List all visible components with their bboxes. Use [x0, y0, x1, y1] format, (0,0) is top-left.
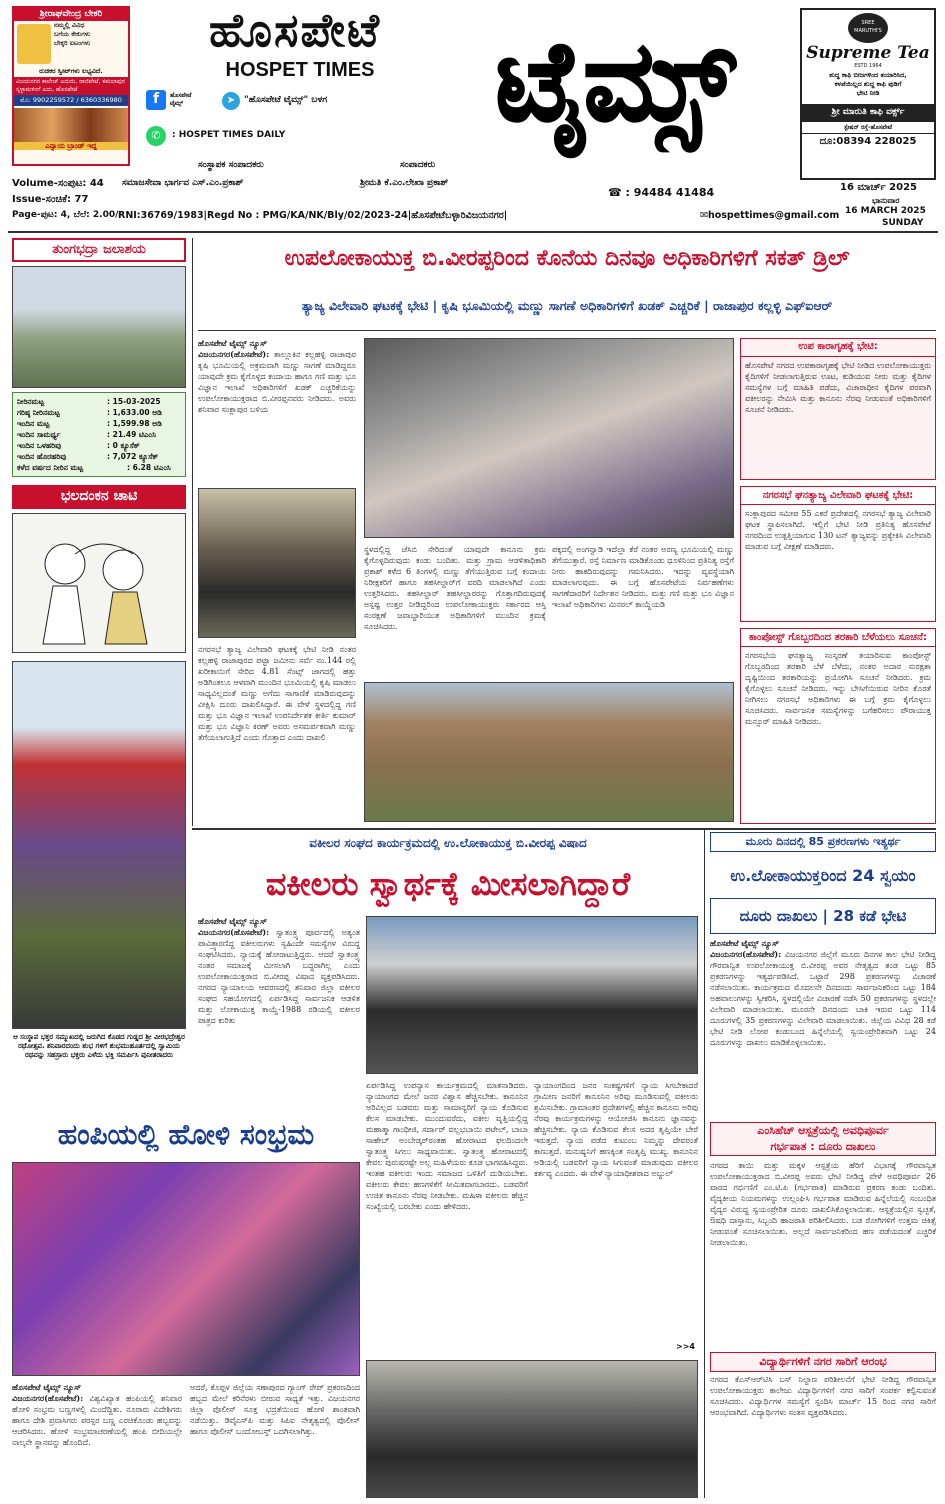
hospital-title — [710, 1122, 936, 1156]
whatsapp-icon: ✆ — [146, 126, 166, 146]
lead-col1b: ನಗರಸಭೆ ತ್ಯಾಜ್ಯ ವಿಲೇವಾರಿ ಘಟಕಕ್ಕೆ ಭೇಟಿ ನೀಡಿ ನಂತರ ಕಲ್ಲಹಳ್ಳಿ ರಾಜಾಪುರದ ಪಟ್ಟಾ ಜಮೀನು ಸರ್ವೆ ನಂ.144 ರಲ್ಲಿ ಖರೀಕಾಯಿಗೆ ಸೇರಿದ 4.81 ಸೆಂಟ್ಸ್ ಜಾಗದಲ್ಲಿ ಹತ್ತು ಅಡಿಗಿಂತಲೂ ಆಳವಾಗಿ ಮುಂದಿನ ಭೂಮಿಯಲ್ಲಿ ಕೃಷಿ ಮಾಡಲು ಸಾಧ್ಯವಿಲ್ಲದಂತೆ ಮಣ್ಣು ಅಗೆದು ಸಾಗಾಣಿಕೆ ಮಾಡಿರುವುದನ್ನು ವೀಕ್ಷಿಸಿ ದೂರು ದಾಖಲಿಸಿದ್ದಾರೆ. ಈ ವೇಳೆ ಸ್ಥಳದಲ್ಲಿದ್ದ ಗಣಿ ಮತ್ತು ಭೂ ವಿಜ್ಞಾನ ಇಲಾಖೆ ಉಪನಿರ್ದೇಶಕ ಕೀರ್ತಿ ಕುಮಾರ್ ಮತ್ತು ಭೂ ವಿಜ್ಞಾನಿ ಕಿರಣ್ ಅವರು ಅಸಮರ್ಪಕವಾಗಿ ಮಣ್ಣು ತೆಗೆಯಲಾಗುತ್ತಿದೆ ಎಂದು ಗೊತ್ತಾದ ಎಂದು ದಾಖಲಿ — [198, 645, 356, 742]
holi-dateline: ವಿಜಯನಗರ(ಹೊಸಪೇಟೆ): — [12, 1393, 84, 1403]
chariot-photo — [12, 661, 186, 1029]
dam-row: ಗರಿಷ್ಠ ನೀರಿನಮಟ್ಟ : 1,633.00 ಅಡಿ — [17, 408, 162, 418]
whatsapp-handle: : HOSPET TIMES DAILY — [172, 130, 286, 141]
lead-byline: ಹೊಸಪೇಟೆ ಟೈಮ್ಸ್ ನ್ಯೂಸ್ — [198, 338, 267, 348]
ad-bakery-footer: ಎನ್ವಾಯ ಬ್ರಾಂಡ್ ಇದ್ದ — [14, 142, 128, 151]
phone — [608, 186, 714, 200]
social-whatsapp[interactable] — [146, 126, 285, 146]
telegram-icon: ➤ — [222, 92, 240, 110]
lead-col3: ಪಕ್ಕದಲ್ಲಿ ಅಂಗನ್ವಾಡಿ ಇದೆಲ್ಲಾ ಕೆರೆ ನಂತರ ಅರಣ್ಯ ಭೂಮಿಯಲ್ಲಿ ಮಣ್ಣು ತೆಗೆಯುತ್ತಾರೆ. ರಸ್ತೆ ನಿರ್ಮಾಣ ಮಾಡಿಕೊಂಡು ಧೂಳಿನಿಂದ ಪ್ರತಿನಿತ್ಯ ರಸ್ತೆಗೆ ನೀರು ಹಾಕದಿರುವುದನ್ನು ಗಮನಿಸಿದರು. ಇದನ್ನು ವ್ಯವಸ್ಥೆಯಾಗಿ ಮಾಡಲಾಗುವುದು. ಈ ಬಗ್ಗೆ ಹೊಸಪೇಟೆಯ ನಿರ್ವಹಣೆಗಳು ಸಾಗಣೆದಾರರಿಗೆ ನಿರ್ದೇಶನ ನೀಡಿದರು. ಮತ್ತು ಗಣಿ ಮತ್ತು ಭೂ ವಿಜ್ಞಾನ ಇಲಾಖೆ ಅಧಿಕಾರಿಗಳು ಮಿನರಲ್ ಕಾಯ್ದೆಯಡಿ — [552, 545, 734, 609]
cases-byline: ಹೊಸಪೇಟೆ ಟೈಮ್ಸ್ ನ್ಯೂಸ್ — [710, 938, 779, 948]
ad-bakery-address: ವಿಜಯನಗರ ಕಾಲೇಜ್ ಎದುರು, ರಾಣಿಪೇಟೆ, ಕಮಲಾಪುರ ಸ್ಕಳ್ಳಾಮಳಿಂಗೆ ಎದು, ಹೊಸಪೇಟೆ — [14, 77, 128, 95]
email[interactable] — [700, 210, 839, 222]
facebook-icon: f — [146, 90, 166, 110]
ad-tea — [800, 8, 936, 180]
lawyers-kicker: ವಕೀಲರ ಸಂಘದ ಕಾರ್ಯಕ್ರಮದಲ್ಲಿ ಉ.ಲೋಕಾಯುಕ್ತ ಬಿ.ವೀರಪ್ಪ ವಿಷಾದ — [309, 836, 587, 850]
sidebox-compost-title: ಕಾಂಪೋಸ್ಟ್ ಗೊಬ್ಬರದಿಂದ ತರಕಾರಿ ಬೆಳೆಯಲು ಸೂಚನೆ: — [741, 629, 935, 647]
editor-name: ಶ್ರೀಮತಿ ಕೆ.ಎಂ.ಲೇಖಾ ಪ್ರಕಾಶ್ — [360, 178, 449, 188]
ad-tea-phone: ದೂ:08394 228025 — [802, 133, 934, 151]
dam-row: ನೀರಿನಮಟ್ಟ : 15-03-2025 — [17, 397, 161, 407]
sidebox-jail-title: ಉಪ ಕಾರಾಗೃಹಕ್ಕೆ ಭೇಟಿ: — [741, 339, 935, 357]
ad-tea-est: ESTD 1964 — [854, 63, 882, 69]
phone-number: 94484 41484 — [633, 186, 715, 199]
masthead-title-kannada: ಹೊಸಪೇಟೆ — [208, 3, 382, 57]
lawyers-col3: ನ್ಯಾಯಾಂಗದಿಂದ ಜನರ ಸಂಕಷ್ಟಗಳಿಗೆ ನ್ಯಾಯ ಸಿಗಬೇಕಾದರೆ ಗ್ರಾಮೀಣ ಜನರಿಗೆ ಕಾನೂನಿನ ಅರಿವು ಮೂಡಿಸುವಲ್ಲಿ ವಕೀಲರು ಶ್ರಮಿಸಬೇಕು. ಗ್ರಾಮಾಂತರ ಪ್ರದೇಶಗಳಲ್ಲಿ ಹೆಚ್ಚಿನ ಕಾನೂನು ಅರಿವು ನೆರವು ಕಾರ್ಯಕ್ರಮಗಳನ್ನು ಆಯೋಜಿಸಿ ಕಾನೂನು ಜ್ಞಾನವನ್ನು ಹೆಚ್ಚಿಸಬೇಕು. ನ್ಯಾಯ ಕೊಡಿಸುವ ಕೆಲಸ ಅದರ ತೃಪ್ತಿಯೇ ಬೇರೆ ಇರುತ್ತದೆ. ನ್ಯಾಯ ಪಡೆದ ಕುಟುಂಬ ನಿಮ್ಮನ್ನು ದೇವರಂತೆ ಕಾಣುತ್ತದೆ. ಮನುಷ್ಯನಿಗೆ ಹಣಕ್ಕಿಂತ ಸಂತೃಪ್ತಿ ಮುಖ್ಯ. ಕಾನೂನಿನ ಅಡಿಯಲ್ಲಿ ಬಡವರಿಗೆ ನ್ಯಾಯ ಸಿಗುವಂತೆ ಮಾಡುವುದು ವಕೀಲರ ಕರ್ತವ್ಯ ಎಂದರು. ಈ ವೇಳೆ ನ್ಯಾಯಾಧೀಶರಾದ ಅಬ್ದುಲ್ — [534, 1081, 698, 1178]
hospital-title-2: ಗರ್ಭಪಾತ : ದೂರು ದಾಖಲು — [770, 1140, 876, 1153]
lead-photo-land — [364, 682, 734, 822]
lead-photo-officials — [364, 338, 734, 538]
volume: Volume-ಸಂಪುಟ: 44 — [12, 178, 104, 189]
lawyers-byline: ಹೊಸಪೇಟೆ ಟೈಮ್ಸ್ ನ್ಯೂಸ್ — [198, 916, 267, 926]
lawyers-col1 — [198, 916, 360, 1106]
cartoon-drawing — [13, 514, 185, 652]
sidebox-jail — [740, 338, 936, 480]
sidebar-divider — [192, 238, 193, 826]
ad-bakery-line: ಬಗೆಯ ಕೇಕುಗಳು — [54, 30, 91, 39]
ad-bakery-title: ಶ್ರೀರಾಘವೇಂದ್ರ ಬೇಕರಿ — [14, 8, 128, 21]
facebook-handle: ಹೊಸಪೇಟೆ ಟೈಮ್ಸ್ — [170, 92, 192, 107]
ad-tea-line: ಭೇಟಿ ನೀಡಿ — [856, 89, 880, 98]
cases-dateline: ವಿಜಯನಗರ(ಹೊಸಪೇಟೆ): — [710, 949, 782, 959]
dam-row: ಇಂದಿನ ಒಳಹರಿವು : 0 ಕ್ಯೂಸೆಕ್ — [17, 441, 140, 451]
date-english: 16 MARCH 2025 — [845, 206, 926, 216]
masthead-divider — [8, 231, 938, 233]
phone-icon: ☎ : — [608, 186, 634, 199]
cases-text-block — [710, 938, 936, 1118]
ad-tea-brand: Supreme Tea — [806, 43, 930, 63]
cartoon-image — [12, 513, 186, 653]
lawyers-text: ಸ್ವಾತಂತ್ರ್ಯ ಪೂರ್ವದಲ್ಲಿ ಅತ್ಯಂತ ಪಾವಿತ್ರ್ಯಾರಣಿದ್ದ ವಕೀಲರುಗಳು ಸ್ವಹಿಂದೇ ಸಮಸ್ಯೆಗಳ ವಿರುದ್ಧ ಸಂಘಟಿಸಿದರು. ನ್ಯಾಯಕ್ಕೆ ಹೋರಾಟುತ್ತಿದ್ದರು. ಆದರೆ ಸ್ವಾತಂತ್ರ್ಯ ನಂತರ ಸಮಾಜಕ್ಕೆ ಮೀಸಲಾಗಿ ಬದ್ಧರಾಗಿಲ್ಲ ಎಂದು ಉಪಲೋಕಾಯುಕ್ತರಾದ ಬಿ.ವೀರಪ್ಪ ವಿಷಾದ ವ್ಯಕ್ತಪಡಿಸಿದರು. ನಗರದ ನ್ಯಾಯಾಲಯ ಆವರಣದಲ್ಲಿ ಶನಿವಾರ ಜಿಲ್ಲಾ ವಕೀಲರ ಸಂಘದ ಸಹಯೋಗದಲ್ಲಿ ಏರ್ಪಡಿಸಿದ್ದ ಸಾರ್ವಜನಿಕ ಆಡಳಿತ ಮತ್ತು ಲೋಕಾಯುಕ್ತ ಕಾಯ್ದೆ-1988 ರಡಿಯಲ್ಲಿ ವಕೀಲರ ಪಾತ್ರದ ಕುರಿತು — [198, 928, 360, 1025]
ad-tea-line: ಕಳಪೆಯಿಲ್ಲದ ಶುದ್ಧ ಕಾಫಿ ಪುಡಿಗೆ — [834, 80, 902, 89]
sidebox-compost — [740, 628, 936, 824]
holi-byline: ಹೊಸಪೇಟೆ ಟೈಮ್ಸ್ ನ್ಯೂಸ್ — [12, 1382, 81, 1392]
mail-icon: ✉ — [700, 210, 708, 221]
sidebox-waste — [740, 486, 936, 622]
sidebox-waste-text: ಸಂಕ್ಲಾಪುರದ ಸಮೀಪ 55 ಎಕರೆ ಪ್ರದೇಶದಲ್ಲಿ ನಗರಸಭೆ ತ್ಯಾಜ್ಯ ವಿಲೇವಾರಿ ಘಟಕ ಸ್ಥಾಪಿಸಲಾಗಿದೆ. ಇಲ್ಲಿಗೆ ಭೇಟಿ ನೀಡಿ ಪ್ರತಿನಿತ್ಯ ಹೊಸಪೇಟೆ ನಗರದಿಂದ ಉತ್ಪತ್ತಿಯಾಗುವ 130 ಟನ್ ತ್ಯಾಜ್ಯವನ್ನು ಪ್ರತ್ಯೇಕಿಸಿ ವಿಲೇವಾರಿ ಮಾಡುವ ಬಗ್ಗೆ ವೀಕ್ಷಣೆ ಮಾಡಿದರು. — [745, 509, 931, 551]
holi-headline: ಹಂಪಿಯಲ್ಲಿ ಹೋಳಿ ಸಂಭ್ರಮ — [57, 1118, 315, 1151]
founder-name: ಸಮಾಜಸೇವಾ ಭಾರ್ಗವ ಎಸ್.ಎಂ.ಪ್ರಕಾಶ್ — [122, 178, 244, 188]
ad-tea-logo: SREE MARUTHI'S — [848, 13, 888, 43]
mid-divider — [192, 828, 936, 830]
sidebox-compost-text: ನಗರಸಭೆಯ ಘನತ್ಯಾಜ್ಯ ಸಂಸ್ಕರಣೆ ತಯಾರಿಸುವ ಕಾಂಪೋಸ್ಟ್ ಗೊಬ್ಬರದಿಂದ ತರಕಾರಿ ಬೆಳೆ ಬೆಳೆದು, ನಂತರ ಅದಾರ ಸುರಕ್ಷತಾ ದೃಷ್ಟಿಯಿಂದ ತರಕಾರಿಯನ್ನು ಪ್ರಯೋಗಿಸಿ ಸೂಚನೆ ನೀಡಿದರು. ಕ್ರಮ ಕೈಗೊಳ್ಳಲು ಸೂಚನೆ ನೀಡಿದರು. ಇನ್ನು ಬೇಸಿಗೆಯಿರುವ ನೀರಿನ ಕೊರತೆ ನೀಗಿಸಲು ನಗರಸಭೆ ಅಧಿಕಾರಿಗಳು ಈ ಬಗ್ಗೆ ಕ್ರಮ ಕೈಗೊಳ್ಳಲು ಸೂಚಿಸಿದರು. ಸಾರ್ವಜನಿಕ ಸಮಸ್ಯೆಗಳನ್ನು ಬಗೆಹರಿಸಲು ಪೌರಾಯುಕ್ತ ಮನ್ಸೂರ್ ಮಾಹಿತಿ ನೀಡಿದರು. — [745, 651, 931, 726]
lead-col1 — [198, 338, 356, 480]
lead-dateline: ವಿಜಯನಗರ(ಹೊಸಪೇಟೆ): — [198, 349, 270, 359]
registration-line: RNI:36769/1983|Regd No : PMG/KA/NK/Bly/02/2023-24|ಹೊಸಪೇಟೆಬಳ್ಳಾರಿವಿಜಯನಗರ| — [118, 210, 508, 221]
right-col-divider — [704, 830, 705, 1498]
dam-row: ಇಂದಿನ ಹೊರಹರಿವು : 7,072 ಕ್ಯೂಸೆಕ್ — [17, 452, 159, 462]
cases-headline-2: ದೂರು ದಾಖಲು | 28 ಕಡೆ ಭೇಟಿ — [710, 898, 936, 934]
lawyers-headline: ವಕೀಲರು ಸ್ವಾರ್ಥಕ್ಕೆ ಮೀಸಲಾಗಿದ್ದಾರೆ — [265, 865, 631, 903]
lawyers-photo-audience — [366, 1360, 698, 1498]
ad-bakery-logo — [17, 24, 51, 64]
lawyers-continued: >>4 — [676, 1342, 695, 1351]
cases-text: ವಿಜಯನಗರ ಜಿಲ್ಲೆಗೆ ಮೂರು ದಿನಗಳ ಕಾಲ ಭೇಟಿ ನೀಡಿದ್ದ ಗೌರವಾನ್ವಿತ ಉಪಲೋಕಾಯುಕ್ತ ಬಿ.ವೀರಪ್ಪ ಅವರ ನೇತೃತ್ವದ ತಂಡ ಒಟ್ಟು 85 ಪ್ರಕರಣಗಳನ್ನು ಇತ್ಯರ್ಥಪಡಿಸಿದೆ. ಒಟ್ಟಾರೆ 298 ಪ್ರಕರಣಗಳನ್ನು ವಿಚಾರಣೆ ನಡೆಸಲಾಯಿತು. ಕಾರ್ಯಕ್ರಮದ ಮೊದಲನೇ ದಿನದಂದು ಸಾರ್ವಜನಿಕರಿಂದ ಒಟ್ಟು 184 ಅಹವಾಲುಗಳನ್ನು ಸ್ವೀಕರಿಸಿ, ಸ್ಥಳದಲ್ಲಿಯೇ ವಿಚಾರಣೆ ನಡೆಸಿ 50 ಪ್ರಕರಣಗಳನ್ನು ಸ್ಥಳದಲ್ಲೇ ವಿಲೇವಾರಿ ಮಾಡಲಾಯಿತು. ಮೂರನೇ ದಿನದಂದು ಬಾಕಿ ಇರುವ ಒಟ್ಟು 114 ದೂರುಗಳಲ್ಲಿ 35 ಪ್ರಕರಣಗಳನ್ನು ವಿಲೇವಾರಿ ಮಾಡಲಾಯಿತು. ಜಿಲ್ಲೆಯ ವಿವಿಧ 28 ಕಡೆ ಭೇಟಿ ನೀಡಿ ಲೋಪ ಕಂಡುಬಂದ ಹಿನ್ನೆಲೆಯಲ್ಲಿ ಸ್ವಯಂಪ್ರೇರಿತವಾಗಿ ಒಟ್ಟು 24 ದೂರುಗಳನ್ನು ದಾಖಲು ಮಾಡಿಕೊಳ್ಳಲಾಯಿತು. — [710, 950, 936, 1047]
lead-rule — [198, 330, 936, 331]
lead-headline: ಉಪಲೋಕಾಯುಕ್ತ ಬಿ.ವೀರಪ್ಪರಿಂದ ಕೊನೆಯ ದಿನವೂ ಅಧಿಕಾರಿಗಳಿಗೆ ಸಕತ್ ಡ್ರಿಲ್ — [284, 246, 850, 271]
dam-title: ತುಂಗಭದ್ರಾ ಜಲಾಶಯ — [12, 238, 186, 262]
students-text: ನಗರದ ಕೆಎಸ್‌ಆರ್‌ಟಿಸಿ ಬಸ್ ನಿಲ್ದಾಣ ಪರಿಶೀಲನೆಗೆ ಭೇಟಿ ನೀಡಿದ್ದ ಗೌರವಾನ್ವಿತ ಉಪಲೋಕಾಯುಕ್ತರು ಕಾಲೇಜು ವಿದ್ಯಾರ್ಥಿಗಳಿಗೆ ನಗರ ಸಾರಿಗೆ ಸಂಪರ್ಕ ಕಲ್ಪಿಸುವಂತೆ ಸೂಚಿಸಿದರು. ವಿದ್ಯಾರ್ಥಿಗಳ ಸಮಸ್ಯೆಗೆ ಸ್ಪಂದಿಸಿ ಮಾರ್ಚ್ 15 ರಿಂದ ನಗರ ಸಾರಿಗೆ ಆರಂಭವಾಗಿದೆ. ವಿದ್ಯಾರ್ಥಿಗಳು ಸಂತಸ ವ್ಯಕ್ತಪಡಿಸಿದರು. — [710, 1375, 936, 1417]
ad-bakery-phones: ಮೊ: 9902259572 / 6360336980 — [14, 95, 128, 105]
lead-photo-gate — [198, 488, 356, 638]
ad-tea-line: ಶುದ್ಧ ಕಾಫಿ ಬೀಜಗಳಿಂದ ತಯಾರಿಸಿದ, — [829, 71, 907, 80]
cases-kicker: ಮೂರು ದಿನದಲ್ಲಿ 85 ಪ್ರಕರಣಗಳು ಇತ್ಯರ್ಥ — [710, 832, 936, 852]
cases-headline-1: ಉ.ಲೋಕಾಯುಕ್ತರಿಂದ 24 ಸ್ವಯಂ — [730, 866, 916, 885]
sidebox-jail-text: ಹೊಸಪೇಟೆ ನಗರದ ಉಪಕಾರಾಗೃಹಕ್ಕೆ ಭೇಟಿ ನೀಡಿದ ಉಪಲೋಕಾಯುಕ್ತರು ಕೈದಿಗಳಿಗೆ ನೀಡಲಾಗುತ್ತಿರುವ ಊಟ, ಕುಡಿಯುವ ನೀರು ಮತ್ತು ಕೈದಿಗಳ ಸಮಸ್ಯೆಗಳ ಬಗ್ಗೆ ಮಾಹಿತಿ ಪಡೆದು, ವಿಚಾರಾಧೀನ ಕೈದಿಗಳ ಪರವಾಗಿ ವಕೀಲರನ್ನು ನೇಮಿಸಿ ಮತ್ತು ಕಾನೂನು ನೆರವು ನೀಡುವಂತೆ ಅಧಿಕಾರಿಗಳಿಗೆ ಸೂಚನೆ ನೀಡಿದರು. — [745, 360, 931, 414]
holi-text: ವಿಶ್ವವಿಖ್ಯಾತ ಹಂಪಿಯಲ್ಲಿ ಶನಿವಾರ ಹೋಳಿ ಸಂಭ್ರಮ ಬಣ್ಣಗಳಲ್ಲಿ ಮಿಂದೆದ್ದಿತು. ನೂರಾರು ವಿದೇಶಿಗರು ಹಾಗೂ ದೇಶಿ ಪ್ರವಾಸಿಗರು ಪರಸ್ಪರ ಬಣ್ಣ ಎರಚಿಕೊಂಡು ಹಬ್ಬವನ್ನು ಆಚರಿಸಿದರು. ಹೋಳಿ ಸಂಭ್ರಮಾಚರಣೆಯಲ್ಲಿ ಹಂಪಿ ಬೀದಿಯಲ್ಲೇ ನಾಲ್ಕನೇ ಸ್ಥಾನವನ್ನು ಹೊಂದಿದೆ. — [12, 1394, 182, 1447]
ad-bakery-line: ನಮ್ಮಲ್ಲಿ ವಿವಿಧ — [54, 21, 85, 30]
founder-label: ಸಂಸ್ಥಾಪಕ ಸಂಪಾದಕರು — [198, 160, 264, 170]
dam-stats — [12, 392, 186, 477]
sidebox-waste-title: ನಗರಸಭೆ ಘನತ್ಯಾಜ್ಯ ವಿಲೇವಾರಿ ಘಟಕಕ್ಕೆ ಭೇಟಿ: — [741, 487, 935, 505]
issue: Issue-ಸಂಚಿಕೆ: 77 — [12, 194, 89, 205]
ad-bakery-photo — [14, 108, 128, 142]
masthead-title-english: HOSPET TIMES — [225, 59, 375, 81]
editor-label: ಸಂಪಾದಕರು — [400, 160, 436, 170]
hospital-title-1: ಎಂಸಿಹೆಚ್ ಆಸ್ಪತ್ರೆಯಲ್ಲಿ ಅವಧಿಪೂರ್ವ — [757, 1124, 889, 1137]
lead-subhead: ತ್ಯಾಜ್ಯ ವಿಲೇವಾರಿ ಘಟಕಕ್ಕೆ ಭೇಟಿ | ಕೃಷಿ ಭೂಮಿಯಲ್ಲಿ ಮಣ್ಣು ಸಾಗಣೆ ಅಧಿಕಾರಿಗಳಿಗೆ ಖಡಕ್ ಎಚ್ಚರಿಕೆ | ರಾಜಾಪುರ ಕಲ್ಲಳ್ಳಿ ಎಫ್‌ಐಆರ್ — [301, 298, 833, 313]
ad-bakery-line: ಬೇಕ್ಕರಿ ಐಟಂಗಳು — [54, 39, 91, 48]
telegram-handle: "ಹೊಸಪೇಟೆ ಟೈಮ್ಸ್" ಬಳಗ — [244, 95, 328, 106]
date-kannada: 16 ಮಾರ್ಚ್ 2025 — [840, 182, 918, 193]
dam-row: ಇಂದಿನ ಮಟ್ಟ : 1,599.98 ಅಡಿ — [17, 419, 162, 429]
ad-bakery-line: ರುಚಿಕರ ಸ್ವೀಟ್‌ಗಳು ಲಭ್ಯವಿದೆ. — [39, 67, 103, 76]
holi-col1 — [12, 1382, 182, 1498]
day-english: SUNDAY — [882, 218, 924, 228]
lawyers-dateline: ವಿಜಯನಗರ(ಹೊಸಪೇಟೆ): — [198, 927, 270, 937]
ad-tea-address: ಸ್ಟೇಷನ್ ರಸ್ತೆ-ಹೊಸಪೇಟೆ — [843, 123, 893, 131]
ad-tea-works: ಶ್ರೀ ಮಾರುತಿ ಕಾಫಿ ವರ್ಕ್ಸ್ — [802, 104, 934, 121]
lawyers-col2: ಏರ್ಪಡಿಸಿದ್ದ ಉಪನ್ಯಾಸ ಕಾರ್ಯಕ್ರಮದಲ್ಲಿ ಮಾತನಾಡಿದರು. ನ್ಯಾಯಾಂಗದ ಮೇಲೆ ಜನರ ವಿಶ್ವಾಸ ಹೆಚ್ಚಿಸಬೇಕು. ಕಾನೂನಿನ ಅರಿವಿಲ್ಲದ ಬಡವರು ಮತ್ತು ಸಾಮಾನ್ಯರಿಗೆ ನ್ಯಾಯ ಕೊಡಿಸುವ ಕೆಲಸ ಮಾಡಬೇಕು. ಮುಂದುವರೆದು, ವಕೀಲ ವೃತ್ತಿಯಲ್ಲಿದ್ದ ಮಹಾತ್ಮಾ ಗಾಂಧೀಜಿ, ಸರ್ದಾರ್ ವಲ್ಲಭಬಾಯಿ ಪಟೇಲ್, ಬಾಬಾ ಸಾಹೇಬ್ ಅಂಬೇಡ್ಕರ್‌ರಂತಹ ಹೋರಾಟದ ಫಲದಿಂದಲೇ ಸ್ವಾತಂತ್ರ್ಯ ಸಿಗಲು ಸಾಧ್ಯವಾಯಿತು. ಸ್ವಾತಂತ್ರ್ಯ ಹೋರಾಟದಲ್ಲಿ ಕೇವಲ ಪುರುಷರಷ್ಟೇ ಅಲ್ಲ ಮಹಿಳೆಯರು ಕೂಡ ಭಾಗವಹಿಸಿದ್ದರು. ಇಂತಹ ವಕೀಲರು ಇಂದು ಸಮಾಜದ ಒಳಿತಿಗೆ ದುಡಿಯಬೇಕು. ವಕೀಲರು ಕೇವಲ ಹಣಗಳಿಕೆಗೆ ಸೀಮಿತವಾಗಬಾರದು. ಬಡವರಿಗೆ ಉಚಿತ ಕಾನೂನು ನೆರವು ನೀಡಬೇಕು. ಮಹಿಳಾ ವಕೀಲರು ಹೆಚ್ಚಿನ ಸಂಖ್ಯೆಯಲ್ಲಿ ಬರಬೇಕು ಎಂದು ಹೇಳಿದರು. — [366, 1081, 528, 1211]
dam-row: ಕಳೆದ ವರ್ಷದ ನೀರಿನ ಮಟ್ಟ : 6.28 ಟಿಎಂಸಿ — [17, 463, 171, 473]
cartoon-title: ಭಲದಂಕನ ಚಾಟಿ — [12, 485, 186, 509]
dam-row: ಇಂದಿನ ಸಾಮರ್ಥ್ಯ : 21.49 ಟಿಎಂಸಿ — [17, 430, 156, 440]
pages: Page-ಪುಟ: 4, ಬೆಲೆ: 2.00/- — [12, 210, 123, 220]
lead-col2: ಸ್ಥಳದಲ್ಲಿದ್ದ ಜೆಸಿಬಿ ಸೇರಿದಂತೆ ಯಾವುದೇ ಕಾನೂನು ಕ್ರಮ ಕೈಗೊಳ್ಳದಿರುವುದು ಕಂಡು ಬಂದಿತು. ಮತ್ತು ಗ್ರಾಮ ಆಡಳಿತಾಧಿಕಾರಿ ಪ್ರಕಾಶ್ ಕಳೆದ 6 ತಿಂಗಳಲ್ಲಿ ಮಣ್ಣು ತೆಗೆಯುತ್ತಿರುವ ಬಗ್ಗೆ ಕಂದಾಯ ನಿರೀಕ್ಷಕರಿಗೆ ಹಾಗೂ ತಹಸೀಲ್ದಾರ್‌ಗೆ ವರದಿ ಮಾಡಲಾಗಿದೆ ಎಂದು ಉತ್ತರಿಸಿದರು. ತಹಸೀಲ್ದಾರ್ ತಹಸೀಲ್ದಾರರನ್ನು ಗೊತ್ತಾಗದಿರುವುದಕ್ಕೆ ಅಸ್ಪಷ್ಟ ಉತ್ತರ ನೀಡಿದ್ದರಿಂದ ಉಪಲೋಕಾಯುಕ್ತರು ಸರ್ಕಾರದ ಆಸ್ತಿ ಸಂರಕ್ಷಣೆ ಜವಾಬ್ದಾರಿಯುತ ಅಧಿಕಾರಿಗಳಿಗೆ ಮುಂದಿನ ಕ್ರಮಕ್ಕೆ ಸೂಚಿಸಿದರು. — [364, 545, 546, 631]
social-telegram[interactable] — [222, 92, 327, 110]
holi-photo — [12, 1162, 360, 1376]
dam-photo — [12, 266, 186, 388]
day-kannada: ಭಾನುವಾರ — [872, 196, 900, 205]
hospital-text: ನಗರದ ತಾಯಿ ಮತ್ತು ಮಕ್ಕಳ ಆಸ್ಪತ್ರೆಯ ಹೆರಿಗೆ ವಿಭಾಗಕ್ಕೆ ಗೌರವಾನ್ವಿತ ಉಪಲೋಕಾಯುಕ್ತರಾದ ಬಿ.ವೀರಪ್ಪ ಅವರು ಭೇಟಿ ನೀಡಿದ್ದ ವೇಳೆ ಅವಧಿಪೂರ್ವ 26 ವಾರದ ಗರ್ಭಿಣಿಗೆ ಎಂ.ಟಿ.ಪಿ (ಗರ್ಭಪಾತ) ಮಾಡಿರುವ ಪ್ರಕರಣ ಕಂಡು ಬಂದಿತು. ವೈದ್ಯಕೀಯ ನಿಯಮಗಳನ್ನು ಉಲ್ಲಂಘಿಸಿ ಗರ್ಭಪಾತ ಮಾಡಿರುವ ಹಿನ್ನೆಲೆಯಲ್ಲಿ ಸಂಬಂಧಿತ ವೈದ್ಯರ ವಿರುದ್ಧ ಸ್ವಯಂಪ್ರೇರಿತ ದೂರು ದಾಖಲಿಸಿಕೊಳ್ಳಲಾಯಿತು. ಆಸ್ಪತ್ರೆಯಲ್ಲಿನ ಸ್ವಚ್ಛತೆ, ಔಷಧಿ ದಾಸ್ತಾನು, ಸಿಬ್ಬಂದಿ ಹಾಜರಾತಿ ಪರಿಶೀಲಿಸಿದರು. ಬಡ ರೋಗಿಗಳಿಗೆ ಉತ್ತಮ ಚಿಕಿತ್ಸೆ ನೀಡುವಂತೆ ಸೂಚಿಸಲಾಯಿತು. ಅಲ್ಲದೆ ಸಾರ್ವಜನಿಕರಿಂದ ಹಣ ಪಡೆಯದಂತೆ ಎಚ್ಚರಿಕೆ ನೀಡಲಾಯಿತು. — [710, 1161, 936, 1247]
masthead — [0, 0, 945, 232]
holi-col2: ಅದರೆ, ಕೊಪ್ಪಳ ಜಿಲ್ಲೆಯ ಸಣಾಪುರದ ಗ್ಯಾಂಗ್ ರೇಪ್ ಪ್ರಕರಣದಿಂದ ಹಬ್ಬದ ಮೇಲೆ ಕರಿನೆರಳು ಬೀರುವ ಸಾಧ್ಯತೆ ಇತ್ತು. ವಿಜಯನಗರ ಜಿಲ್ಲಾ ಪೊಲೀಸ್ ಸೂಕ್ತ ಭದ್ರತೆಯಿಂದ ಹೋಳಿ ಶಾಂತವಾಗಿ ನಡೆಯಿತ್ತು. ಡಿವೈಎಸ್‌ಪಿ ಮತ್ತು ಸಿಪಿಐ ನೇತೃತ್ವದಲ್ಲಿ ಪೊಲೀಸ್ ಹಾಗೂ ಪೊಲೀಸ್ ಬಂದೋಬಸ್ತ್ ಒದಗಿಸಲಾಗಿತ್ತು. — [190, 1383, 360, 1436]
social-facebook[interactable] — [146, 90, 206, 110]
email-address: hospettimes@gmail.com — [707, 210, 840, 221]
ad-bakery — [12, 6, 130, 166]
students-title: ವಿದ್ಯಾರ್ಥಿಗಳಿಗೆ ನಗರ ಸಾರಿಗೆ ಆರಂಭ — [710, 1352, 936, 1372]
lead-text: ತಾಲ್ಲೂಕಿನ ಕಲ್ಲಹಳ್ಳಿ ರಾಜಾಪುರ ಕೃಷಿ ಭೂಮಿಯಲ್ಲಿ ಅಕ್ರಮವಾಗಿ ಮಣ್ಣು ಸಾಗಣೆ ಮಾಡಿದ್ದರೂ ಯಾವುದೇ ಕ್ರಮ ಕೈಗೊಳ್ಳದ ಕಂದಾಯ ಹಾಗೂ ಗಣಿ ಮತ್ತು ಭೂ ವಿಜ್ಞಾನ ಇಲಾಖೆ ಅಧಿಕಾರಿಗಳಿಗೆ ಖಡಕ್ ಎಚ್ಚರಿಕೆಯನ್ನು ಉಪಲೋಕಾಯುಕ್ತರಾದ ಬಿ.ವೀರಪ್ಪನವರು ನೀಡಿದರು. ಅವರು ಶನಿವಾರ ಸಂಕ್ಲಾಪುರ ಬಳಿಯ — [198, 350, 356, 414]
chariot-caption: ಆ ಸಂಸ್ಥಾಪ ಭಕ್ತರ ಸಮ್ಮುಖದಲ್ಲಿ ಜರುಗಿದ ಕೊಡದ ಗುಡ್ಡದ ಶ್ರೀ ವೀರಭದ್ರೇಶ್ವರ ರಥೋತ್ಸವ. ಶನಿವಾರದಂದು ಶುಭ ಗಳಿಗೆ ಶುಭಮುಹೂರ್ತದಲ್ಲಿ ಸ್ವಾಮಿಯ ರಥವನ್ನು ಸಹಸ್ರಾರು ಭಕ್ತರು ಎಳೆದು ಭಕ್ತಿ ಸಮರ್ಪಿಸಿ ಪುನೀತರಾದರು — [13, 1032, 185, 1059]
lawyers-photo-stage — [366, 916, 698, 1074]
masthead-title-big: ಟೈಮ್ಸ್ — [495, 17, 735, 145]
